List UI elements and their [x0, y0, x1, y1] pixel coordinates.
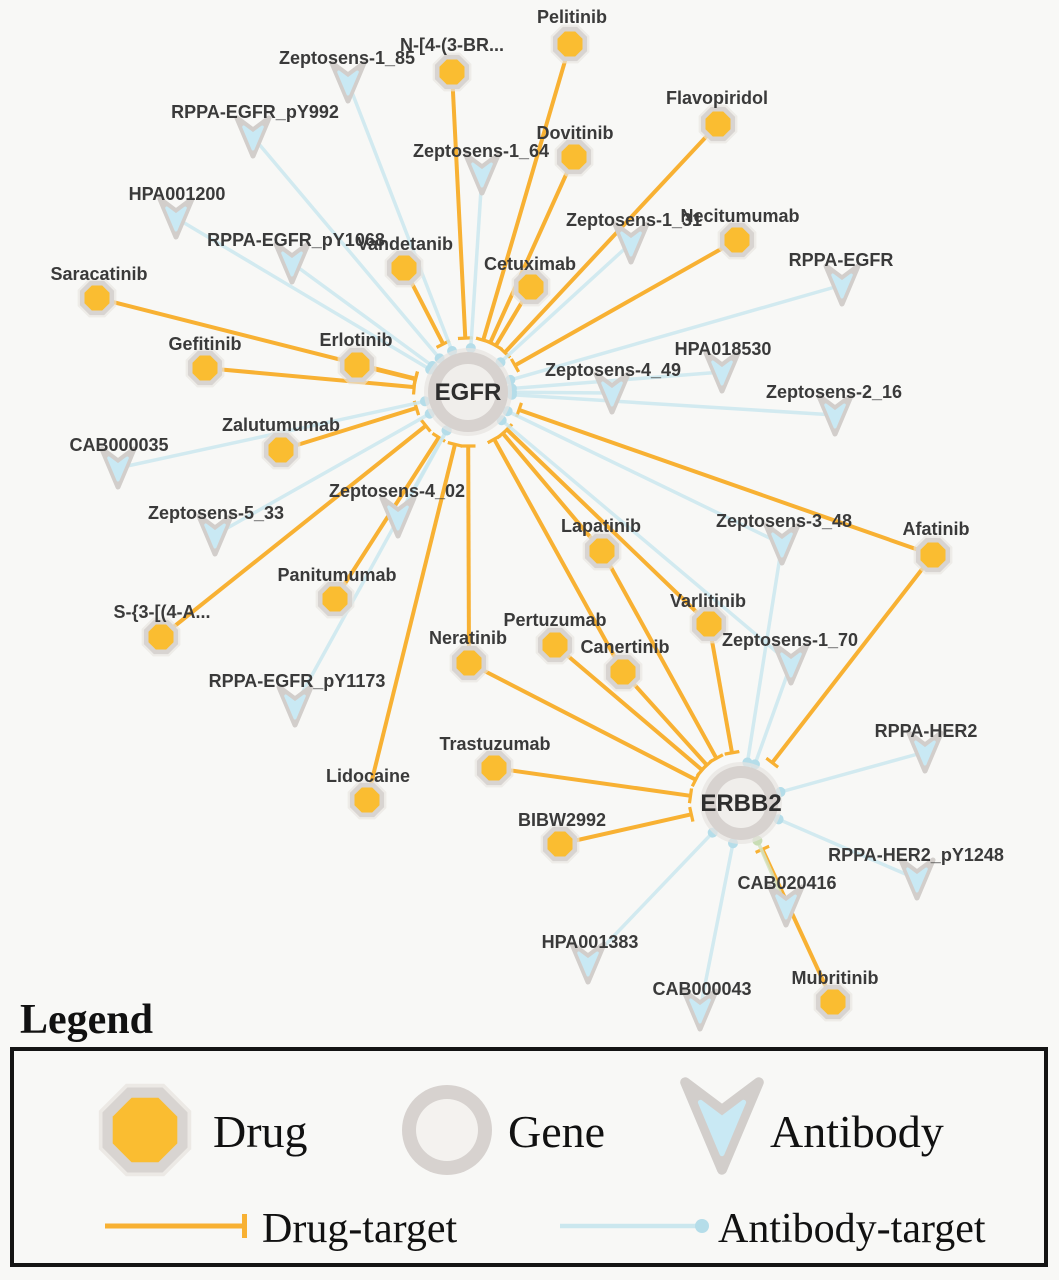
edge-n-4-3-br-egfr [452, 72, 465, 338]
edge-dovitinib-egfr [490, 157, 574, 343]
drug-label-trastuzumab: Trastuzumab [439, 734, 551, 754]
legend-antibody-label: Antibody [770, 1106, 944, 1157]
antibody-label-zeptosens-5-33: Zeptosens-5_33 [147, 503, 285, 523]
drug-label-bibw2992: BIBW2992 [517, 810, 607, 830]
antibody-label-zeptosens-4-02: Zeptosens-4_02 [328, 481, 466, 501]
drug-label-saracatinib: Saracatinib [50, 264, 148, 284]
gene-node-egfr[interactable] [424, 348, 512, 436]
drug-label-gefitinib: Gefitinib [168, 334, 242, 354]
legend-drug-label: Drug [213, 1106, 308, 1157]
drug-octagon-icon [706, 112, 731, 137]
antibody-label-rppa-egfr-py992: RPPA-EGFR_pY992 [171, 102, 339, 122]
drug-label-neratinib: Neratinib [428, 628, 508, 648]
drug-node-trastuzumab[interactable] [475, 749, 514, 788]
antibody-label-cab000035: CAB000035 [69, 435, 169, 455]
drug-node-zalutumumab[interactable] [262, 431, 301, 470]
drug-label-erlotinib: Erlotinib [319, 330, 393, 350]
antibody-label-zeptosens-2-16: Zeptosens-2_16 [765, 382, 903, 402]
drug-label-canertinib: Canertinib [580, 637, 670, 657]
label-layer [50, 7, 1003, 999]
antibody-label-rppa-egfr: RPPA-EGFR [788, 250, 894, 270]
drug-label-dovitinib: Dovitinib [536, 123, 614, 143]
drug-octagon-icon [921, 543, 946, 568]
antibody-label-hpa001383: HPA001383 [541, 932, 639, 952]
legend-gene-label: Gene [508, 1106, 606, 1157]
drug-label-cetuximab: Cetuximab [483, 254, 577, 274]
edge-zeptosens-4-49-egfr [512, 392, 612, 393]
antibody-node-zeptosens-1-70[interactable] [775, 645, 807, 683]
drug-node-flavopiridol[interactable] [699, 105, 738, 144]
drug-label-panitumumab: Panitumumab [277, 565, 397, 585]
drug-octagon-icon [269, 438, 294, 463]
antibody-node-hpa001200[interactable] [160, 199, 192, 237]
gene-label: ERBB2 [700, 790, 782, 817]
antibody-label-cab000043: CAB000043 [652, 979, 752, 999]
edge-rppa-her2-erbb2 [781, 752, 926, 792]
drug-node-pelitinib[interactable] [551, 25, 590, 64]
legend-gene-icon [402, 1085, 492, 1175]
drug-label-lidocaine: Lidocaine [325, 766, 411, 786]
drug-node-panitumumab[interactable] [316, 580, 355, 619]
drug-octagon-icon [440, 60, 465, 85]
drug-octagon-icon [355, 788, 380, 813]
drug-label-pertuzumab: Pertuzumab [503, 610, 607, 630]
drug-label-flavopiridol: Flavopiridol [665, 88, 769, 108]
antibody-label-zeptosens-4-49: Zeptosens-4_49 [544, 360, 682, 380]
drug-label-mubritinib: Mubritinib [791, 968, 879, 988]
edge-trastuzumab-erbb2 [494, 768, 691, 796]
antibody-node-zeptosens-1-85[interactable] [332, 63, 364, 101]
drug-label-zalutumumab: Zalutumumab [221, 415, 341, 435]
drug-node-vandetanib[interactable] [385, 249, 424, 288]
drug-node-n-4-3-br[interactable] [433, 53, 472, 92]
drug-node-lapatinib[interactable] [583, 532, 622, 571]
drug-label-necitumumab: Necitumumab [680, 206, 800, 226]
drug-octagon-icon [392, 256, 417, 281]
antibody-label-rppa-her2: RPPA-HER2 [874, 721, 978, 741]
drug-node-dovitinib[interactable] [555, 138, 594, 177]
gene-node-erbb2[interactable] [700, 762, 782, 844]
antibody-label-rppa-egfr-py1068: RPPA-EGFR_pY1068 [207, 230, 385, 250]
antibody-node-rppa-her2-py1248[interactable] [901, 860, 933, 898]
drug-octagon-icon [323, 587, 348, 612]
drug-octagon-icon [482, 756, 507, 781]
drug-octagon-icon [562, 145, 587, 170]
antibody-label-rppa-egfr-py1173: RPPA-EGFR_pY1173 [208, 671, 386, 691]
drug-node-afatinib[interactable] [914, 536, 953, 575]
drug-label-s-3-4-a: S-{3-[(4-A... [113, 602, 211, 622]
edge-zeptosens-1-64-egfr [471, 174, 482, 348]
gene-label: EGFR [434, 379, 502, 406]
drug-octagon-icon [548, 832, 573, 857]
drug-label-varlitinib: Varlitinib [669, 591, 747, 611]
drug-label-pelitinib: Pelitinib [536, 7, 608, 27]
antibody-label-hpa001200: HPA001200 [128, 184, 226, 204]
legend-title: Legend [20, 997, 154, 1043]
drug-octagon-icon [85, 286, 110, 311]
drug-node-pertuzumab[interactable] [536, 626, 575, 665]
drug-label-vandetanib: Vandetanib [356, 234, 454, 254]
drug-node-mubritinib[interactable] [814, 983, 853, 1022]
drug-octagon-icon [457, 651, 482, 676]
drug-node-canertinib[interactable] [604, 653, 643, 692]
drug-label-afatinib: Afatinib [902, 519, 970, 539]
drug-octagon-icon [725, 228, 750, 253]
drug-node-erlotinib[interactable] [338, 346, 377, 385]
drug-octagon-icon [821, 990, 846, 1015]
drug-octagon-icon [193, 356, 218, 381]
antibody-label-zeptosens-1-64: Zeptosens-1_64 [412, 141, 550, 161]
drug-octagon-icon [697, 612, 722, 637]
drug-octagon-icon [345, 353, 370, 378]
drug-octagon-icon [543, 633, 568, 658]
drug-node-saracatinib[interactable] [78, 279, 117, 318]
drug-octagon-icon [611, 660, 636, 685]
drug-node-bibw2992[interactable] [541, 825, 580, 864]
antibody-label-cab020416: CAB020416 [737, 873, 837, 893]
drug-node-necitumumab[interactable] [718, 221, 757, 260]
antibody-node-rppa-egfr[interactable] [826, 266, 858, 304]
antibody-label-zeptosens-3-48: Zeptosens-3_48 [715, 511, 853, 531]
legend-drug-icon [99, 1084, 191, 1176]
drug-node-gefitinib[interactable] [186, 349, 225, 388]
antibody-node-rppa-egfr-py1173[interactable] [279, 687, 311, 725]
legend-antibody-target-label: Antibody-target [718, 1206, 986, 1252]
antibody-label-zeptosens-1-31: Zeptosens-1_31 [565, 210, 703, 230]
drug-label-n-4-3-br: N-[4-(3-BR... [400, 35, 504, 55]
drug-node-s-3-4-a[interactable] [142, 618, 181, 657]
antibody-label-zeptosens-1-85: Zeptosens-1_85 [278, 48, 416, 68]
drug-octagon-icon [149, 625, 174, 650]
legend [12, 997, 1046, 1265]
antibody-label-rppa-her2-py1248: RPPA-HER2_pY1248 [828, 845, 1004, 865]
drug-octagon-icon [519, 275, 544, 300]
drug-octagon-icon [590, 539, 615, 564]
legend-drug-target-label: Drug-target [262, 1206, 458, 1252]
antibody-label-zeptosens-1-70: Zeptosens-1_70 [721, 630, 859, 650]
drug-label-lapatinib: Lapatinib [561, 516, 641, 536]
antibody-label-hpa018530: HPA018530 [674, 339, 772, 359]
drug-node-neratinib[interactable] [450, 644, 489, 683]
drug-node-lidocaine[interactable] [348, 781, 387, 820]
drug-octagon-icon [558, 32, 583, 57]
